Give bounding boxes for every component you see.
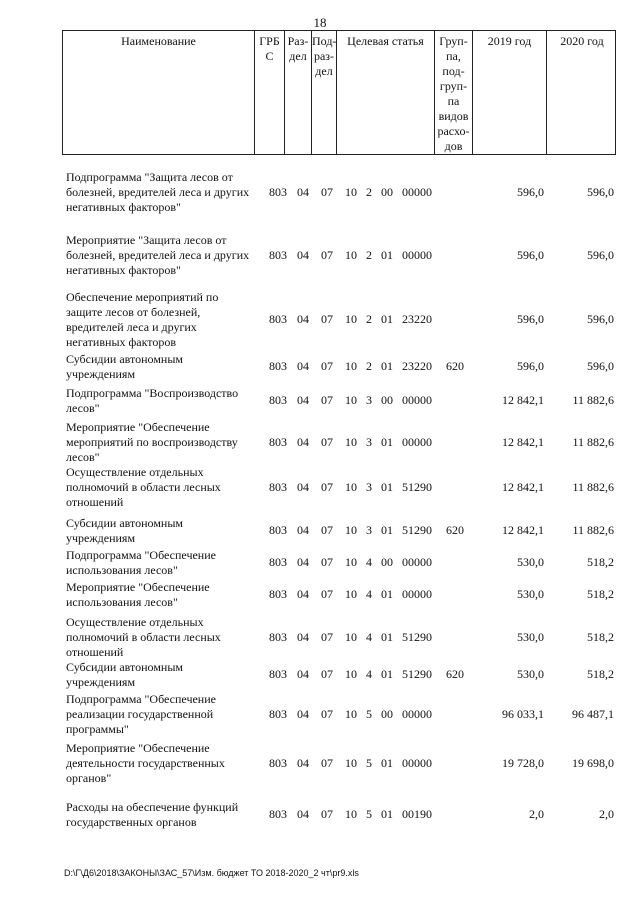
- cell-target-subprogram: 5: [366, 707, 372, 721]
- table-row: [0, 386, 640, 416]
- cell-2019: 530,0: [517, 667, 544, 681]
- table-row: [0, 352, 640, 382]
- cell-razdel: 04: [297, 707, 309, 721]
- cell-target-subprogram: 2: [366, 312, 372, 326]
- cell-target-direction: 00000: [402, 393, 432, 407]
- cell-2019: 596,0: [517, 359, 544, 373]
- cell-target-program: 10: [345, 630, 357, 644]
- cell-razdel: 04: [297, 587, 309, 601]
- cell-2019: 12 842,1: [502, 480, 544, 494]
- cell-2019: 596,0: [517, 248, 544, 262]
- cell-podrazdel: 07: [321, 435, 333, 449]
- cell-target-event: 01: [381, 480, 393, 494]
- header-2019: 2019 год: [473, 31, 547, 154]
- cell-podrazdel: 07: [321, 393, 333, 407]
- table-row: [0, 420, 640, 465]
- header-podrazdel: Под-раз-дел: [312, 31, 337, 154]
- cell-podrazdel: 07: [321, 756, 333, 770]
- cell-group: 620: [446, 667, 464, 681]
- cell-target-direction: 51290: [402, 480, 432, 494]
- cell-target-direction: 00000: [402, 756, 432, 770]
- cell-target-event: 01: [381, 523, 393, 537]
- cell-2019: 596,0: [517, 312, 544, 326]
- cell-2020: 518,2: [587, 667, 614, 681]
- cell-target-subprogram: 4: [366, 630, 372, 644]
- cell-grbs: 803: [269, 555, 287, 569]
- cell-name: Осуществление отдельных полномочий в области лесных отношений: [66, 465, 221, 509]
- cell-name: Субсидии автономным учреждениям: [66, 660, 183, 689]
- cell-target-subprogram: 5: [366, 756, 372, 770]
- cell-target-program: 10: [345, 480, 357, 494]
- cell-target-direction: 00190: [402, 807, 432, 821]
- cell-target-program: 10: [345, 707, 357, 721]
- cell-target-program: 10: [345, 555, 357, 569]
- cell-podrazdel: 07: [321, 359, 333, 373]
- cell-grbs: 803: [269, 587, 287, 601]
- cell-2020: 11 882,6: [572, 393, 614, 407]
- cell-razdel: 04: [297, 756, 309, 770]
- cell-target-direction: 51290: [402, 667, 432, 681]
- cell-2019: 12 842,1: [502, 393, 544, 407]
- cell-name: Мероприятие "Обеспечение использования лесов": [66, 580, 210, 609]
- cell-target-event: 01: [381, 807, 393, 821]
- footer-path: D:\Г\Д6\2018\ЗАКОНЫ\ЗАС_57\Изм. бюджет ТО 2018-2020_2 чт\pr9.xls: [64, 868, 359, 878]
- cell-2020: 19 698,0: [572, 756, 614, 770]
- cell-razdel: 04: [297, 480, 309, 494]
- header-group: Груп-па, под-груп-па видов расхо-дов: [435, 31, 473, 154]
- cell-podrazdel: 07: [321, 807, 333, 821]
- cell-target-event: 01: [381, 630, 393, 644]
- cell-razdel: 04: [297, 630, 309, 644]
- cell-grbs: 803: [269, 435, 287, 449]
- cell-target-subprogram: 4: [366, 587, 372, 601]
- cell-grbs: 803: [269, 807, 287, 821]
- cell-2020: 11 882,6: [572, 480, 614, 494]
- cell-2019: 2,0: [529, 807, 544, 821]
- cell-podrazdel: 07: [321, 555, 333, 569]
- cell-2019: 12 842,1: [502, 523, 544, 537]
- cell-target-direction: 51290: [402, 523, 432, 537]
- table-header: [62, 30, 616, 155]
- cell-name: Подпрограмма "Обеспечение использования лесов": [66, 548, 216, 577]
- cell-razdel: 04: [297, 312, 309, 326]
- cell-target-direction: 00000: [402, 587, 432, 601]
- header-name: Наименование: [63, 31, 255, 154]
- table-row: [0, 548, 640, 578]
- cell-razdel: 04: [297, 667, 309, 681]
- cell-2020: 518,2: [587, 587, 614, 601]
- cell-name: Подпрограмма "Защита лесов от болезней, вредителей леса и других негативных факторов": [66, 170, 250, 214]
- cell-target-program: 10: [345, 359, 357, 373]
- table-row: [0, 233, 640, 278]
- table-row: [0, 660, 640, 690]
- cell-group: 620: [446, 359, 464, 373]
- cell-target-event: 01: [381, 756, 393, 770]
- table-row: [0, 692, 640, 737]
- cell-name: Расходы на обеспечение функций государственных органов: [66, 800, 239, 829]
- cell-2020: 11 882,6: [572, 523, 614, 537]
- cell-name: Мероприятие "Защита лесов от болезней, вредителей леса и других негативных факторов": [66, 233, 250, 277]
- cell-target-subprogram: 4: [366, 667, 372, 681]
- table-row: [0, 800, 640, 830]
- cell-name: Осуществление отдельных полномочий в области лесных отношений: [66, 615, 221, 659]
- page-number: 18: [313, 15, 327, 30]
- cell-target-program: 10: [345, 807, 357, 821]
- cell-name: Мероприятие "Обеспечение мероприятий по воспроизводству лесов": [66, 420, 238, 464]
- cell-razdel: 04: [297, 807, 309, 821]
- cell-razdel: 04: [297, 359, 309, 373]
- cell-target-event: 01: [381, 435, 393, 449]
- cell-group: 620: [446, 523, 464, 537]
- cell-target-program: 10: [345, 667, 357, 681]
- cell-2020: 518,2: [587, 630, 614, 644]
- cell-target-program: 10: [345, 587, 357, 601]
- cell-target-subprogram: 2: [366, 185, 372, 199]
- cell-2020: 518,2: [587, 555, 614, 569]
- cell-podrazdel: 07: [321, 630, 333, 644]
- cell-grbs: 803: [269, 667, 287, 681]
- cell-razdel: 04: [297, 555, 309, 569]
- header-razdel: Раз-дел: [285, 31, 312, 154]
- cell-2020: 596,0: [587, 359, 614, 373]
- cell-target-direction: 00000: [402, 435, 432, 449]
- table-row: [0, 290, 640, 350]
- cell-target-program: 10: [345, 185, 357, 199]
- table-row: [0, 465, 640, 510]
- cell-target-subprogram: 3: [366, 435, 372, 449]
- table-row: [0, 516, 640, 546]
- cell-2019: 12 842,1: [502, 435, 544, 449]
- cell-podrazdel: 07: [321, 480, 333, 494]
- cell-podrazdel: 07: [321, 312, 333, 326]
- table-row: [0, 615, 640, 660]
- header-grbs: ГРБ С: [255, 31, 285, 154]
- cell-target-event: 01: [381, 312, 393, 326]
- cell-target-direction: 00000: [402, 248, 432, 262]
- cell-2019: 596,0: [517, 185, 544, 199]
- cell-2019: 530,0: [517, 587, 544, 601]
- cell-grbs: 803: [269, 248, 287, 262]
- cell-target-subprogram: 3: [366, 523, 372, 537]
- cell-2020: 596,0: [587, 185, 614, 199]
- cell-target-event: 01: [381, 587, 393, 601]
- cell-target-program: 10: [345, 248, 357, 262]
- cell-target-event: 01: [381, 667, 393, 681]
- cell-target-event: 01: [381, 359, 393, 373]
- cell-target-event: 00: [381, 185, 393, 199]
- cell-razdel: 04: [297, 185, 309, 199]
- cell-2020: 2,0: [599, 807, 614, 821]
- cell-name: Обеспечение мероприятий по защите лесов от болезней, вредителей леса и других негативных факторов: [66, 290, 219, 349]
- cell-target-event: 00: [381, 555, 393, 569]
- cell-podrazdel: 07: [321, 707, 333, 721]
- header-2020: 2020 год: [560, 34, 604, 48]
- cell-target-subprogram: 5: [366, 807, 372, 821]
- cell-target-event: 00: [381, 393, 393, 407]
- cell-target-direction: 23220: [402, 359, 432, 373]
- cell-grbs: 803: [269, 756, 287, 770]
- cell-target-program: 10: [345, 523, 357, 537]
- cell-2020: 596,0: [587, 312, 614, 326]
- cell-name: Субсидии автономным учреждениям: [66, 352, 183, 381]
- cell-name: Мероприятие "Обеспечение деятельности государственных органов": [66, 741, 225, 785]
- cell-target-event: 00: [381, 707, 393, 721]
- cell-2020: 596,0: [587, 248, 614, 262]
- cell-target-subprogram: 4: [366, 555, 372, 569]
- cell-name: Подпрограмма "Воспроизводство лесов": [66, 386, 239, 415]
- cell-target-program: 10: [345, 756, 357, 770]
- cell-podrazdel: 07: [321, 587, 333, 601]
- cell-podrazdel: 07: [321, 248, 333, 262]
- cell-grbs: 803: [269, 707, 287, 721]
- cell-grbs: 803: [269, 359, 287, 373]
- cell-target-direction: 00000: [402, 185, 432, 199]
- cell-2020: 11 882,6: [572, 435, 614, 449]
- cell-target-program: 10: [345, 393, 357, 407]
- cell-grbs: 803: [269, 312, 287, 326]
- cell-podrazdel: 07: [321, 667, 333, 681]
- cell-target-program: 10: [345, 435, 357, 449]
- cell-target-subprogram: 3: [366, 480, 372, 494]
- cell-grbs: 803: [269, 185, 287, 199]
- cell-target-subprogram: 3: [366, 393, 372, 407]
- table-row: [0, 170, 640, 215]
- cell-target-subprogram: 2: [366, 359, 372, 373]
- cell-2019: 530,0: [517, 630, 544, 644]
- cell-grbs: 803: [269, 480, 287, 494]
- cell-target-direction: 23220: [402, 312, 432, 326]
- cell-podrazdel: 07: [321, 523, 333, 537]
- table-row: [0, 580, 640, 610]
- header-target: Целевая статья: [337, 31, 435, 154]
- cell-2020: 96 487,1: [572, 707, 614, 721]
- cell-target-program: 10: [345, 312, 357, 326]
- cell-name: Подпрограмма "Обеспечение реализации государственной программы": [66, 692, 216, 736]
- cell-razdel: 04: [297, 435, 309, 449]
- table-row: [0, 741, 640, 786]
- cell-target-subprogram: 2: [366, 248, 372, 262]
- cell-grbs: 803: [269, 393, 287, 407]
- cell-razdel: 04: [297, 248, 309, 262]
- cell-2019: 96 033,1: [502, 707, 544, 721]
- cell-razdel: 04: [297, 523, 309, 537]
- cell-target-event: 01: [381, 248, 393, 262]
- cell-2019: 19 728,0: [502, 756, 544, 770]
- cell-2019: 530,0: [517, 555, 544, 569]
- cell-name: Субсидии автономным учреждениям: [66, 516, 183, 545]
- cell-grbs: 803: [269, 630, 287, 644]
- cell-grbs: 803: [269, 523, 287, 537]
- cell-podrazdel: 07: [321, 185, 333, 199]
- cell-target-direction: 00000: [402, 555, 432, 569]
- cell-razdel: 04: [297, 393, 309, 407]
- cell-target-direction: 00000: [402, 707, 432, 721]
- cell-target-direction: 51290: [402, 630, 432, 644]
